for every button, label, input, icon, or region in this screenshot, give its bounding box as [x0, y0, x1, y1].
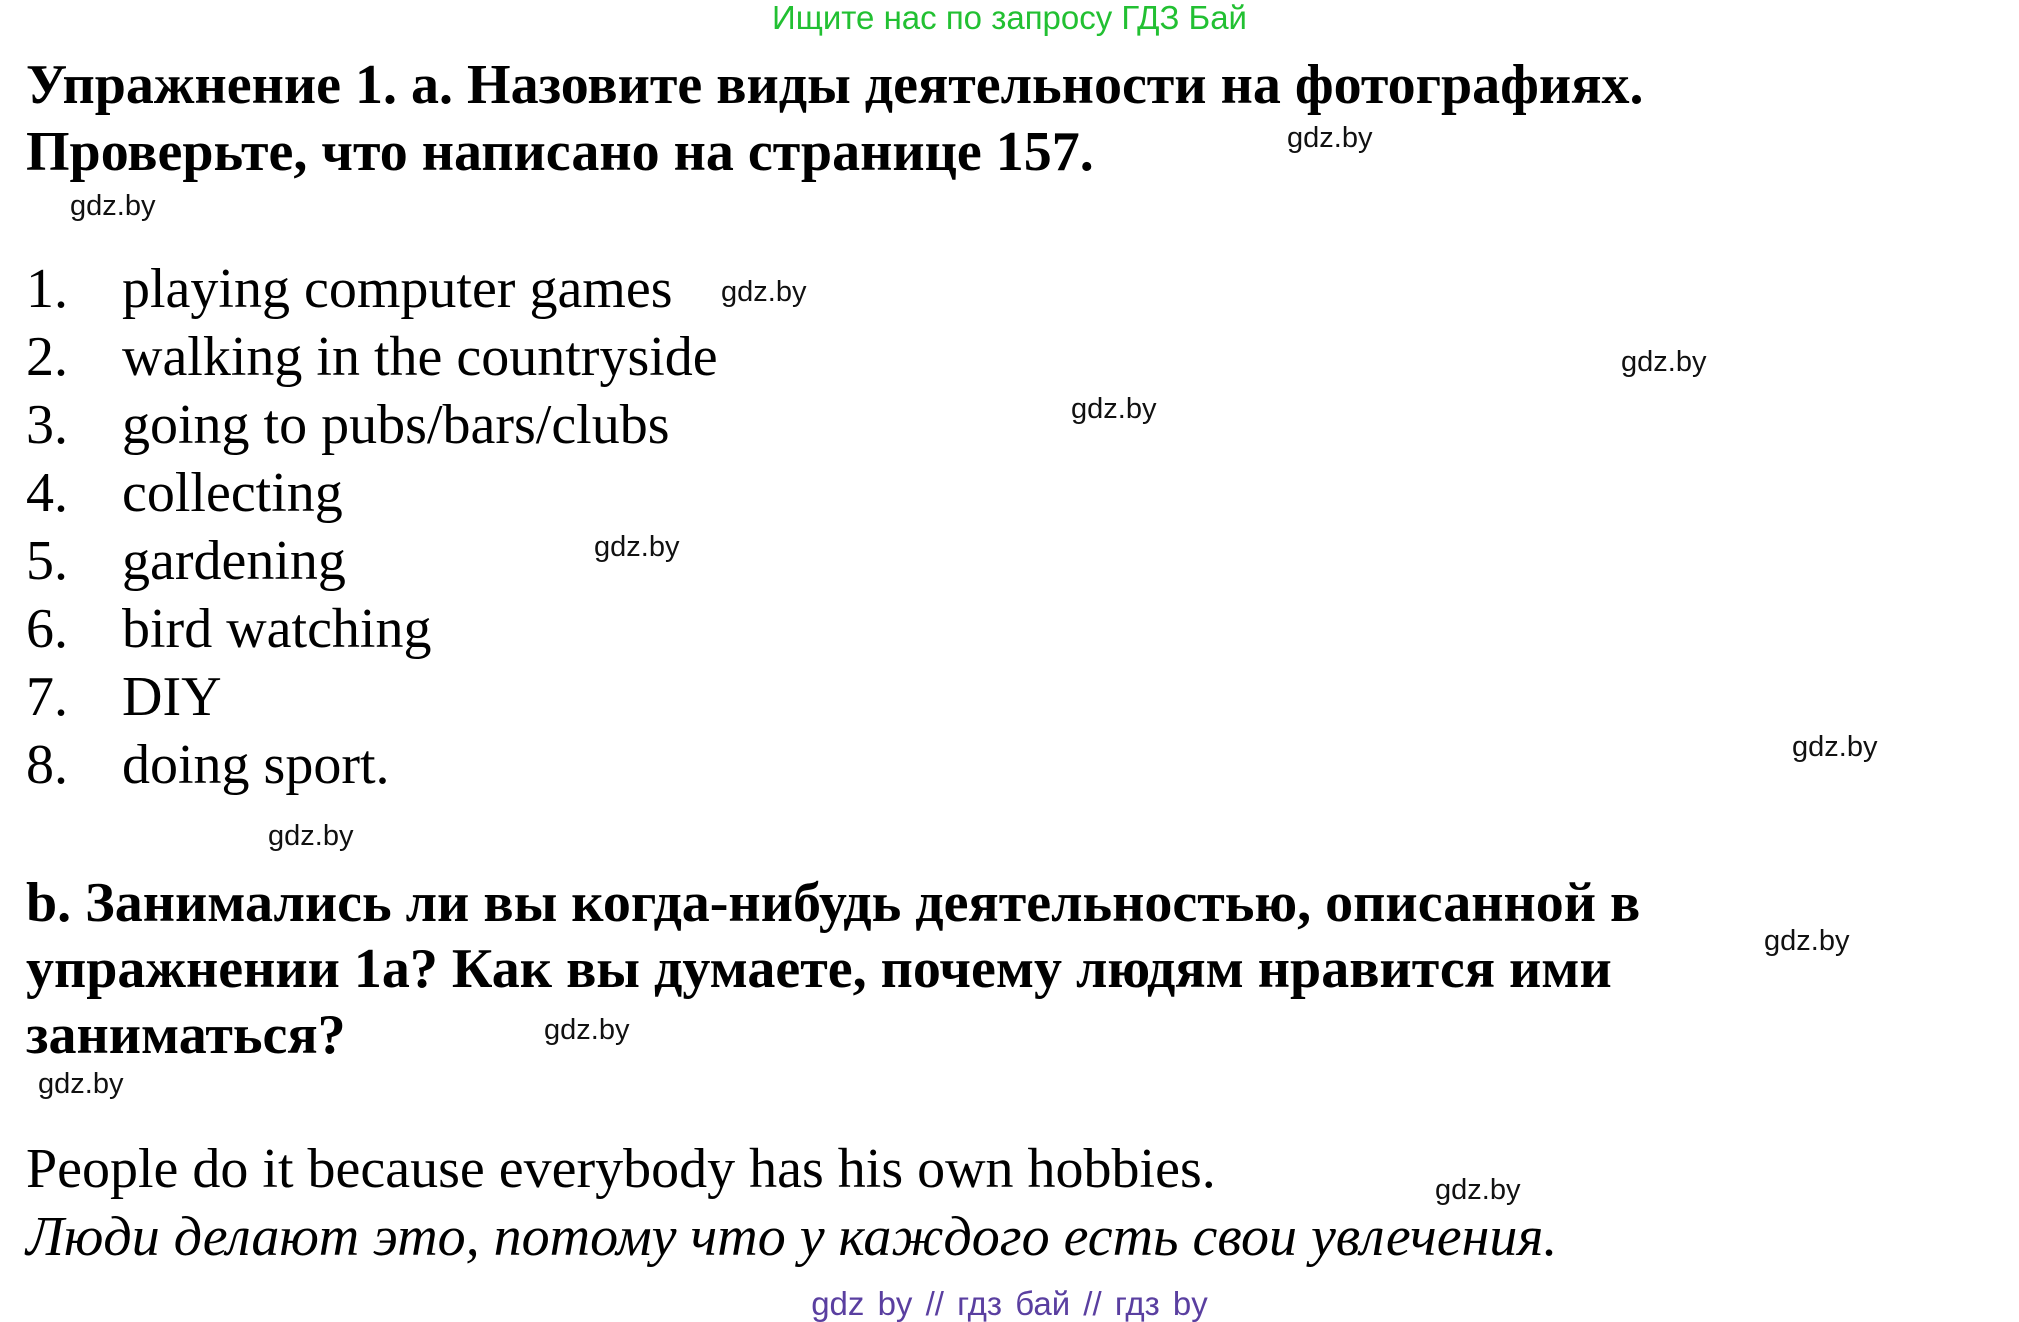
list-item	[26, 391, 718, 459]
list-item-number: 5.	[26, 530, 68, 592]
list-item-number: 7.	[26, 666, 68, 728]
list-item-number: 8.	[26, 734, 68, 796]
watermark: gdz.by	[594, 531, 680, 563]
list-item	[26, 459, 718, 527]
list-item-number: 3.	[26, 394, 68, 456]
list-item	[26, 731, 718, 799]
list-item-text: bird watching	[122, 598, 432, 660]
watermark: gdz.by	[544, 1014, 630, 1046]
list-item-text: DIY	[122, 666, 222, 728]
watermark: gdz.by	[38, 1068, 124, 1100]
watermark: gdz.by	[1287, 122, 1373, 154]
list-item-text: collecting	[122, 462, 343, 524]
list-item	[26, 255, 718, 323]
list-item-number: 2.	[26, 326, 68, 388]
watermark: gdz.by	[1792, 731, 1878, 763]
watermark: gdz.by	[1764, 925, 1850, 957]
answer-list	[26, 255, 718, 799]
list-item-number: 4.	[26, 462, 68, 524]
footer: gdz by // гдз бай // гдз by	[811, 1285, 1208, 1322]
watermark: gdz.by	[268, 820, 354, 852]
exercise-b-heading-line-1: b. Занимались ли вы когда-нибудь деятельностью, описанной в	[26, 872, 1641, 934]
list-item-text: gardening	[122, 530, 346, 592]
watermark: gdz.by	[70, 190, 156, 222]
list-item-number: 1.	[26, 258, 68, 320]
exercise-b-heading-line-2: упражнении 1a? Как вы думаете, почему людям нравится ими	[26, 938, 1612, 1000]
watermark: gdz.by	[1435, 1174, 1521, 1206]
list-item	[26, 323, 718, 391]
list-item-text: walking in the countryside	[122, 326, 718, 388]
list-item	[26, 663, 718, 731]
list-item-text: playing computer games	[122, 258, 673, 320]
watermark: gdz.by	[721, 276, 807, 308]
list-item-number: 6.	[26, 598, 68, 660]
exercise-a-heading-line-1: Упражнение 1. a. Назовите виды деятельности на фотографиях.	[26, 54, 1644, 116]
answer-russian: Люди делают это, потому что у каждого есть свои увлечения.	[26, 1206, 1558, 1268]
exercise-a-heading-line-2: Проверьте, что написано на странице 157.	[26, 121, 1094, 183]
exercise-b-heading-line-3: заниматься?	[26, 1004, 346, 1066]
answer-english: People do it because everybody has his own hobbies.	[26, 1138, 1216, 1200]
list-item	[26, 595, 718, 663]
list-item-text: going to pubs/bars/clubs	[122, 394, 670, 456]
watermark: gdz.by	[1071, 393, 1157, 425]
top-banner: Ищите нас по запросу ГДЗ Бай	[772, 0, 1247, 36]
watermark: gdz.by	[1621, 346, 1707, 378]
list-item-text: doing sport.	[122, 734, 390, 796]
